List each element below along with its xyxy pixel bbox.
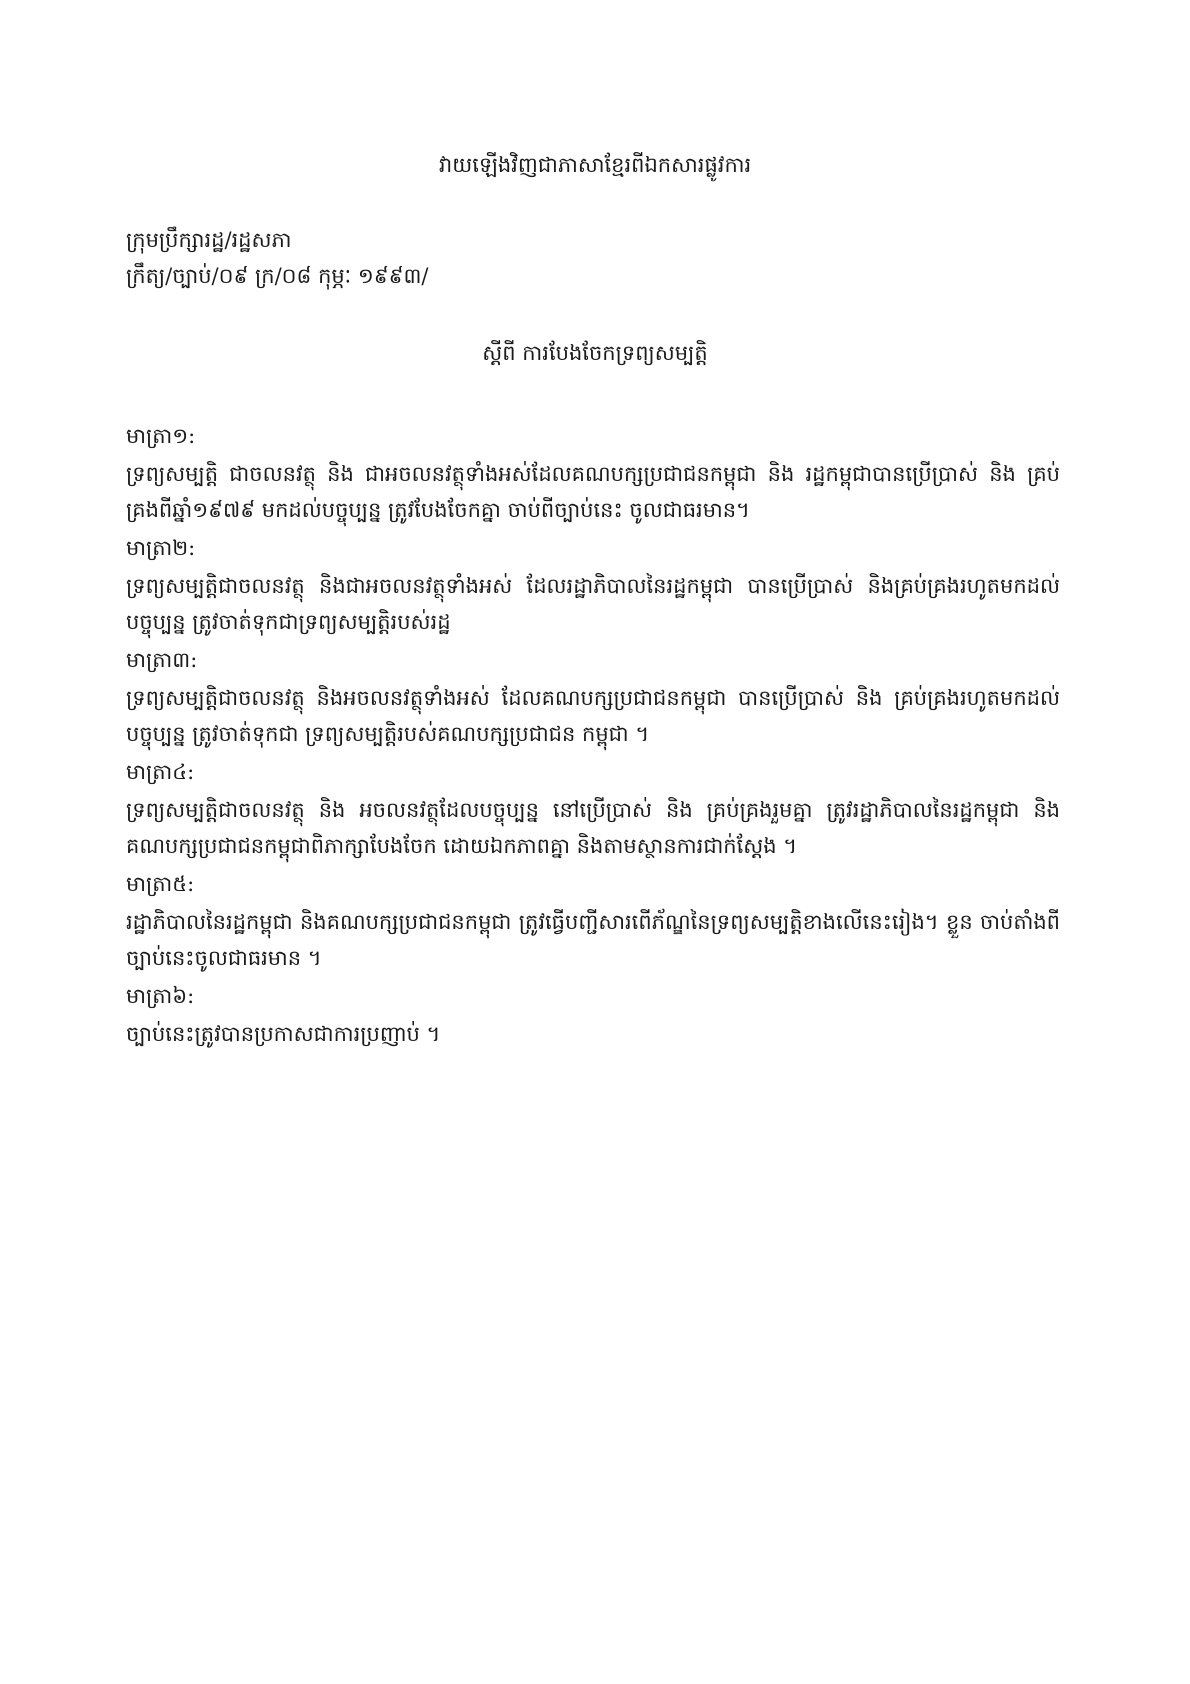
article-heading: មាត្រា៣: [126, 648, 198, 672]
article-1 [126, 418, 1060, 528]
article-heading: មាត្រា២: [126, 536, 196, 560]
article-4 [126, 754, 1060, 864]
article-2 [126, 530, 1060, 640]
articles-list [126, 418, 1060, 1054]
article-body: ទ្រព្យសម្បត្តិជាចលនវត្ថុ និងជាអចលនវត្ថុទាំងអស់ ដែលរដ្ឋាភិបាលនៃរដ្ឋកម្ពុជា បានប្រើប្រាស់ និងគ្រប់គ្រងរហូតមកដល់បច្ចុប្បន្ន ត្រូវចាត់ទុកជាទ្រព្យសម្បត្តិរបស់រដ្ឋ [126, 574, 1060, 634]
article-5 [126, 866, 1060, 976]
law-subject-title: ស្តីពី ការបែងចែកទ្រព្យសម្បត្តិ [482, 341, 708, 365]
article-body: ទ្រព្យសម្បត្តិជាចលនវត្ថុ និង អចលនវត្ថុដែលបច្ចុប្បន្ន នៅប្រើប្រាស់ និង គ្រប់គ្រងរួមគ្នា ត្រូវរដ្ឋាភិបាលនៃរដ្ឋកម្ពុជា និងគណបក្សប្រជាជនកម្ពុជាពិភាក្សាបែងចែក ដោយឯកភាពគ្នា និងតាមស្ថានការជាក់ស្តែង ។ [126, 798, 1060, 858]
article-body: ទ្រព្យសម្បត្តិ ជាចលនវត្ថុ និង ជាអចលនវត្ថុទាំងអស់ដែលគណបក្សប្រជាជនកម្ពុជា និង រដ្ឋកម្ពុជាបានប្រើប្រាស់ និង គ្រប់គ្រងពីឆ្នាំ១៩៧៩ មកដល់បច្ចុប្បន្ន ត្រូវបែងចែកគ្នា ចាប់ពីច្បាប់នេះ ចូលជាធរមាន។ [126, 462, 1060, 522]
issuing-body: ក្រុមប្រឹក្សារដ្ឋ/រដ្ឋសភា [126, 228, 292, 252]
article-6 [126, 978, 1060, 1052]
article-3 [126, 642, 1060, 752]
article-heading: មាត្រា១: [126, 424, 196, 448]
retype-note: វាយឡើងវិញជាភាសាខ្មែរពីឯកសារផ្លូវការ [438, 153, 752, 177]
issuer-block [126, 222, 428, 294]
law-reference: ក្រឹត្យ/ច្បាប់/០៩ ក្រ/០៨ កុម្ភៈ ១៩៩៣/ [126, 264, 429, 288]
article-body: ទ្រព្យសម្បត្តិជាចលនវត្ថុ និងអចលនវត្ថុទាំងអស់ ដែលគណបក្សប្រជាជនកម្ពុជា បានប្រើប្រាស់ និង គ្រប់គ្រងរហូតមកដល់បច្ចុប្បន្ន ត្រូវចាត់ទុកជា ទ្រព្យសម្បត្តិរបស់គណបក្សប្រជាជន កម្ពុជា ។ [126, 686, 1060, 746]
article-heading: មាត្រា៤: [126, 760, 195, 784]
article-body: ច្បាប់នេះត្រូវបានប្រកាសជាការប្រញាប់ ។ [126, 1022, 441, 1046]
article-heading: មាត្រា៦: [126, 984, 195, 1008]
article-body: រដ្ឋាភិបាលនៃរដ្ឋកម្ពុជា និងគណបក្សប្រជាជនកម្ពុជា ត្រូវធ្វើបញ្ជីសារពើភ័ណ្ឌនៃទ្រព្យសម្បត្តិខាងលើនេះរៀង។ ខ្លួន ចាប់តាំងពីច្បាប់នេះចូលជាធរមាន ។ [126, 910, 1060, 970]
article-heading: មាត្រា៥: [126, 872, 195, 896]
